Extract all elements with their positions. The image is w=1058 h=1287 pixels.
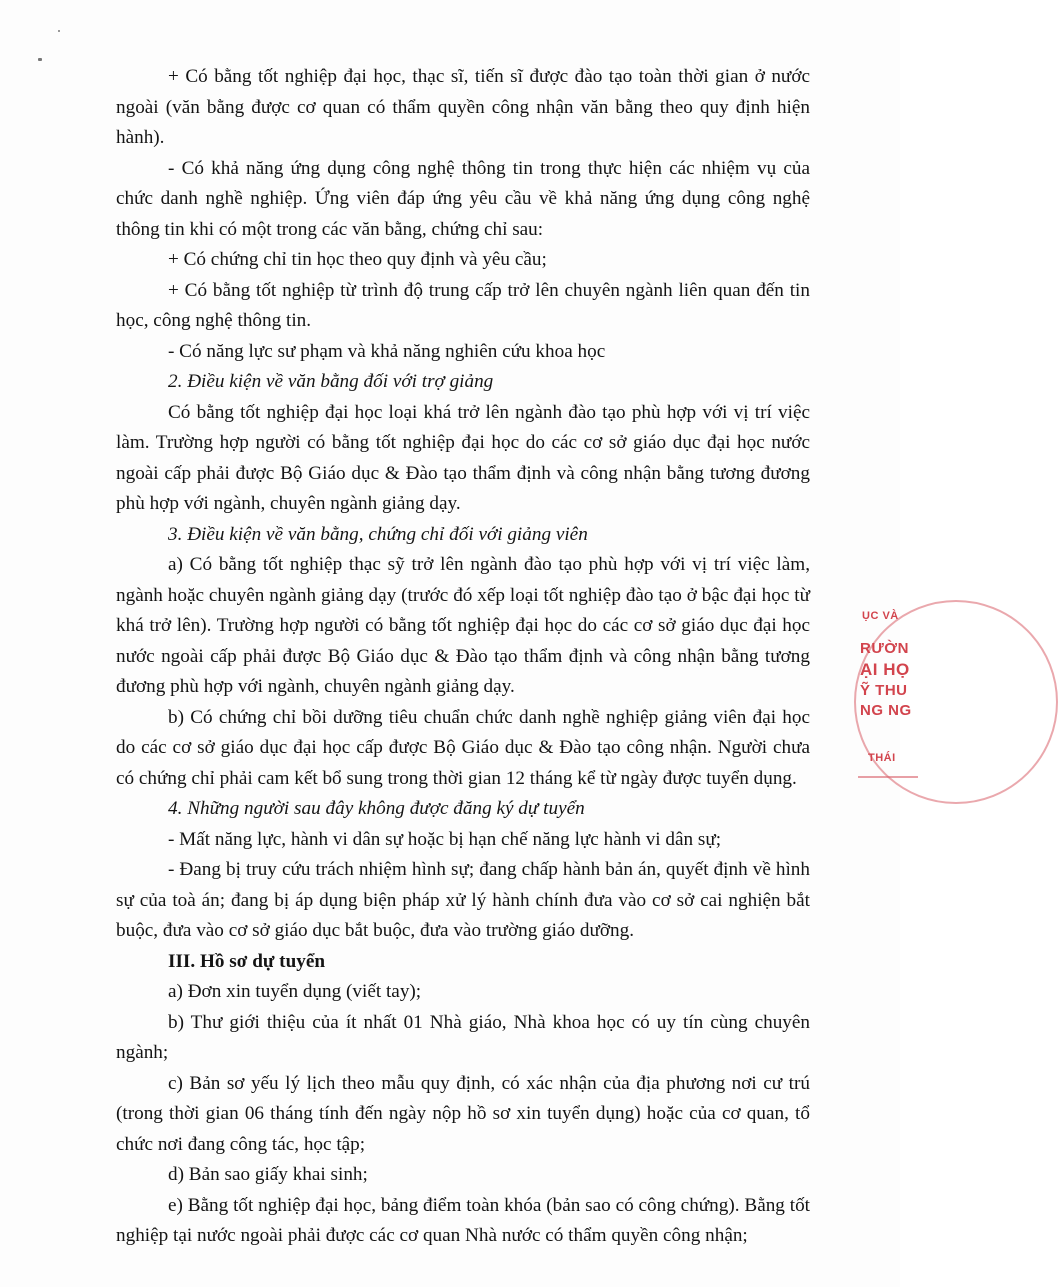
application-item-a: a) Đơn xin tuyển dụng (viết tay); [168, 981, 422, 1002]
seal-text: Ỹ THU [860, 682, 908, 699]
scan-speck [38, 58, 42, 61]
paragraph-ineligible-2: - Đang bị truy cứu trách nhiệm hình sự; đang chấp hành bản án, quyết định về hình sự của toà án; đang bị áp dụng biện pháp xử lý hành chính đưa vào cơ sở cai nghiện bắt buộc, đưa vào cơ sở giáo dục bắt buộc, đưa vào trường giáo dưỡng. [116, 859, 810, 941]
application-item-e: e) Bằng tốt nghiệp đại học, bảng điểm toàn khóa (bản sao có công chứng). Bằng tốt nghiệp tại nước ngoài phải được các cơ quan Nhà nước có thẩm quyền công nhận; [116, 1194, 810, 1246]
paragraph-it-degree: + Có bằng tốt nghiệp từ trình độ trung cấp trở lên chuyên ngành liên quan đến tin học, công nghệ thông tin. [116, 279, 810, 331]
seal-text: RƯỜN [860, 640, 909, 657]
paragraph-pedagogy: - Có năng lực sư phạm và khả năng nghiên cứu khoa học [168, 340, 606, 362]
paragraph-lecturer-b: b) Có chứng chỉ bồi dưỡng tiêu chuẩn chức danh nghề nghiệp giảng viên đại học do các cơ sở giáo dục đại học cấp được Bộ Giáo dục & Đào tạo công nhận. Người chưa có chứng chỉ phải cam kết bổ sung trong thời gian 12 tháng kể từ ngày được tuyển dụng. [116, 706, 810, 789]
heading-teaching-assistant: 2. Điều kiện về văn bằng đối với trợ giảng [168, 371, 494, 392]
paragraph-foreign-degree: + Có bằng tốt nghiệp đại học, thạc sĩ, tiến sĩ được đào tạo toàn thời gian ở nước ngoài (văn bằng được cơ quan có thẩm quyền công nhận văn bằng theo quy định hiện hành). [116, 66, 810, 148]
application-item-b: b) Thư giới thiệu của ít nhất 01 Nhà giáo, Nhà khoa học có uy tín cùng chuyên ngành; [116, 1011, 810, 1063]
application-item-d: d) Bản sao giấy khai sinh; [168, 1164, 368, 1185]
seal-underline [858, 776, 918, 778]
paragraph-lecturer-a: a) Có bằng tốt nghiệp thạc sỹ trở lên ngành đào tạo phù hợp với vị trí việc làm, ngành hoặc chuyên ngành giảng dạy (trước đó xếp loại tốt nghiệp đào tạo ở bậc đại học từ khá trở lên). Trường hợp người có bằng tốt nghiệp đại học do các cơ sở giáo dục đại học nước ngoài cấp phải được Bộ Giáo dục & Đào tạo thẩm định và công nhận bằng tương đương phù hợp với ngành, chuyên ngành giảng dạy. [116, 554, 810, 697]
official-seal-stamp [852, 600, 912, 800]
seal-text: ỤC VÀ [862, 610, 899, 622]
paragraph-ineligible-1: - Mất năng lực, hành vi dân sự hoặc bị hạn chế năng lực hành vi dân sự; [168, 828, 722, 850]
application-item-c: c) Bản sơ yếu lý lịch theo mẫu quy định, có xác nhận của địa phương nơi cư trú (trong thời gian 06 tháng tính đến ngày nộp hồ sơ xin tuyển dụng) hoặc của cơ quan, tổ chức nơi đang công tác, học tập; [116, 1072, 810, 1155]
seal-text: NG NG [860, 702, 912, 719]
section-heading-application: III. Hồ sơ dự tuyển [168, 950, 326, 972]
paragraph-teaching-assistant: Có bằng tốt nghiệp đại học loại khá trở lên ngành đào tạo phù hợp với vị trí việc làm. Trường hợp người có bằng tốt nghiệp đại học do các cơ sở giáo dục đại học nước ngoài cấp phải được Bộ Giáo dục & Đào tạo thẩm định và công nhận bằng tương đương phù hợp với ngành, chuyên ngành giảng dạy. [116, 401, 810, 514]
seal-text: ẠI HỌ [860, 660, 910, 679]
document-body [116, 62, 810, 1252]
heading-lecturer: 3. Điều kiện về văn bằng, chứng chỉ đối với giảng viên [168, 523, 588, 545]
paragraph-it-skills: - Có khả năng ứng dụng công nghệ thông tin trong thực hiện các nhiệm vụ của chức danh nghề nghiệp. Ứng viên đáp ứng yêu cầu về khả năng ứng dụng công nghệ thông tin khi có một trong các văn bằng, chứng chỉ sau: [116, 157, 810, 240]
seal-text: THÁI [868, 752, 896, 764]
heading-ineligible: 4. Những người sau đây không được đăng ký dự tuyển [168, 798, 585, 819]
paragraph-it-certificate: + Có chứng chỉ tin học theo quy định và yêu cầu; [168, 249, 547, 270]
scan-speck [58, 30, 60, 32]
